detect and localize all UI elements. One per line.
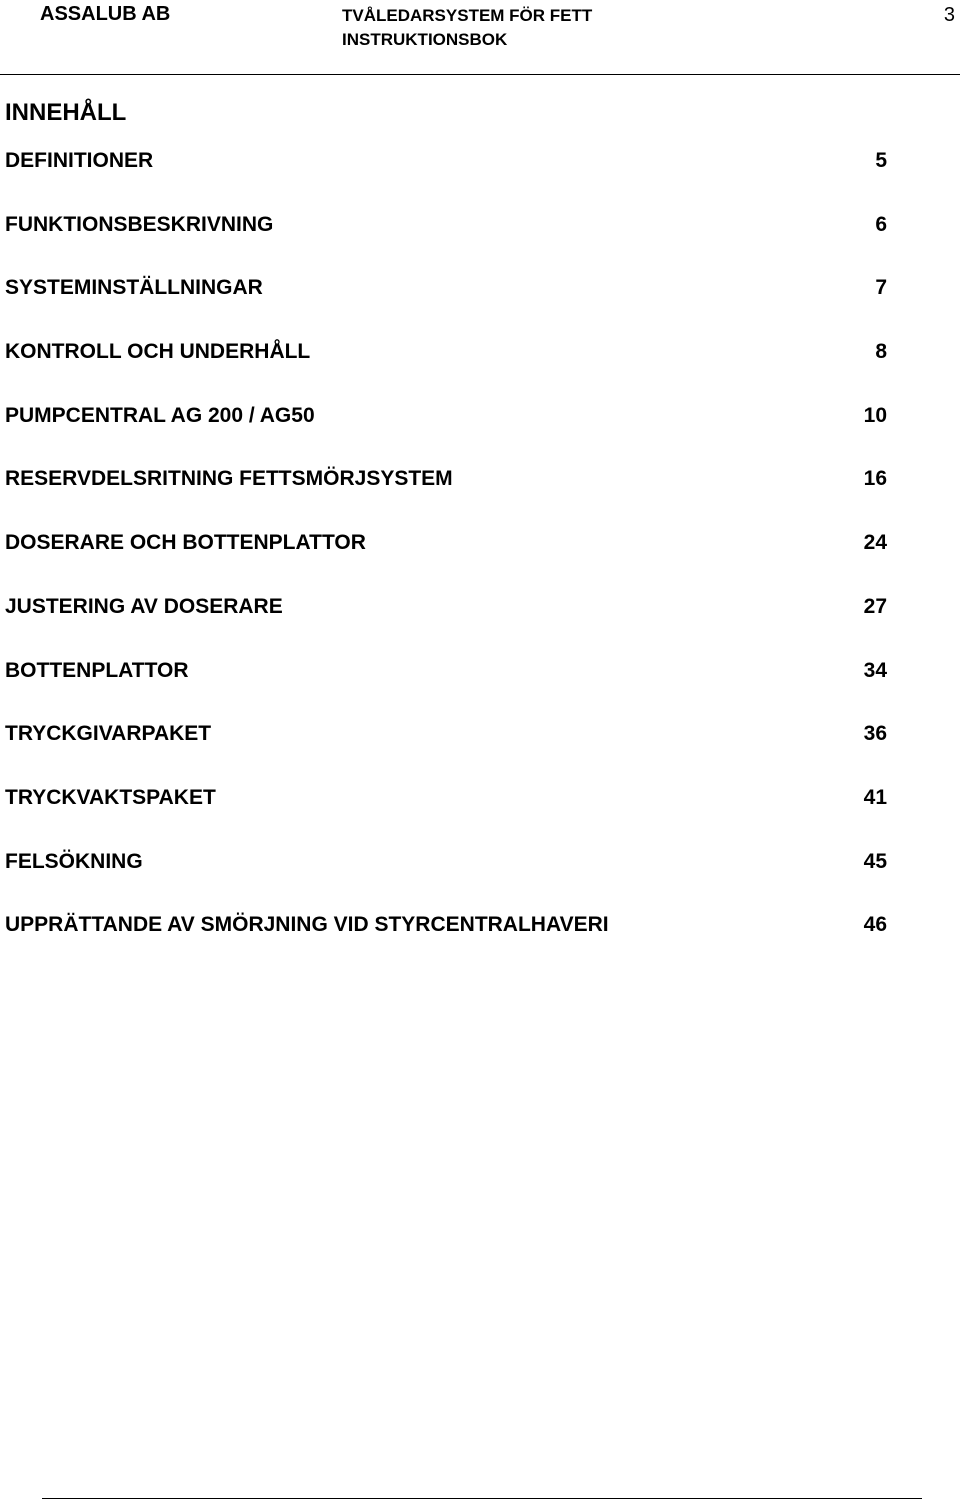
toc-entry-page: 46 bbox=[863, 913, 887, 937]
toc-entry[interactable] bbox=[5, 273, 887, 337]
toc-entry-title: FELSÖKNING bbox=[5, 849, 143, 873]
toc-entry[interactable] bbox=[5, 528, 887, 592]
toc-entry-title: SYSTEMINSTÄLLNINGAR bbox=[5, 276, 263, 300]
toc-entry-page: 10 bbox=[863, 403, 887, 427]
toc-entry-title: DOSERARE OCH BOTTENPLATTOR bbox=[5, 531, 366, 555]
toc-entry-page: 27 bbox=[863, 594, 887, 618]
company-name: ASSALUB AB bbox=[40, 3, 171, 25]
document-title bbox=[342, 4, 592, 52]
footer-divider bbox=[42, 1498, 922, 1499]
toc-entry-page: 36 bbox=[863, 722, 887, 746]
toc-entry-title: BOTTENPLATTOR bbox=[5, 658, 189, 682]
toc-entry-page: 45 bbox=[863, 849, 887, 873]
toc-entry-title: DEFINITIONER bbox=[5, 149, 154, 172]
toc-entry-page: 16 bbox=[863, 467, 887, 491]
toc-entry[interactable] bbox=[5, 146, 887, 210]
toc-entry[interactable] bbox=[5, 656, 887, 720]
toc-entry-title: JUSTERING AV DOSERARE bbox=[5, 594, 283, 618]
toc-entry-page: 34 bbox=[863, 658, 887, 682]
table-of-contents bbox=[5, 146, 887, 974]
toc-entry-title: TRYCKGIVARPAKET bbox=[5, 722, 212, 746]
toc-entry-page: 8 bbox=[875, 340, 887, 364]
page-header bbox=[0, 0, 960, 76]
toc-entry[interactable] bbox=[5, 337, 887, 401]
toc-entry-title: PUMPCENTRAL AG 200 / AG50 bbox=[5, 403, 315, 427]
toc-entry[interactable] bbox=[5, 719, 887, 783]
toc-entry[interactable] bbox=[5, 464, 887, 528]
header-divider bbox=[0, 74, 960, 75]
toc-entry[interactable] bbox=[5, 592, 887, 656]
toc-heading: INNEHÅLL bbox=[5, 99, 127, 126]
toc-entry[interactable] bbox=[5, 910, 887, 974]
toc-entry[interactable] bbox=[5, 210, 887, 274]
toc-entry-page: 24 bbox=[863, 531, 887, 555]
toc-entry-title: UPPRÄTTANDE AV SMÖRJNING VID STYRCENTRALHAVERI bbox=[5, 913, 609, 937]
document-title-line-2: INSTRUKTIONSBOK bbox=[342, 30, 508, 49]
page-number: 3 bbox=[943, 4, 955, 26]
toc-entry[interactable] bbox=[5, 847, 887, 911]
toc-entry[interactable] bbox=[5, 783, 887, 847]
toc-entry-page: 41 bbox=[863, 785, 887, 809]
toc-entry-title: RESERVDELSRITNING FETTSMÖRJSYSTEM bbox=[5, 467, 453, 491]
toc-entry-title: FUNKTIONSBESKRIVNING bbox=[5, 212, 274, 236]
toc-entry-page: 7 bbox=[875, 276, 887, 300]
toc-entry-title: TRYCKVAKTSPAKET bbox=[5, 785, 216, 809]
toc-entry-page: 5 bbox=[875, 149, 887, 172]
toc-entry[interactable] bbox=[5, 401, 887, 465]
toc-entry-title: KONTROLL OCH UNDERHÅLL bbox=[5, 340, 311, 364]
toc-entry-page: 6 bbox=[875, 212, 887, 236]
document-title-line-1: TVÅLEDARSYSTEM FÖR FETT bbox=[342, 6, 593, 25]
